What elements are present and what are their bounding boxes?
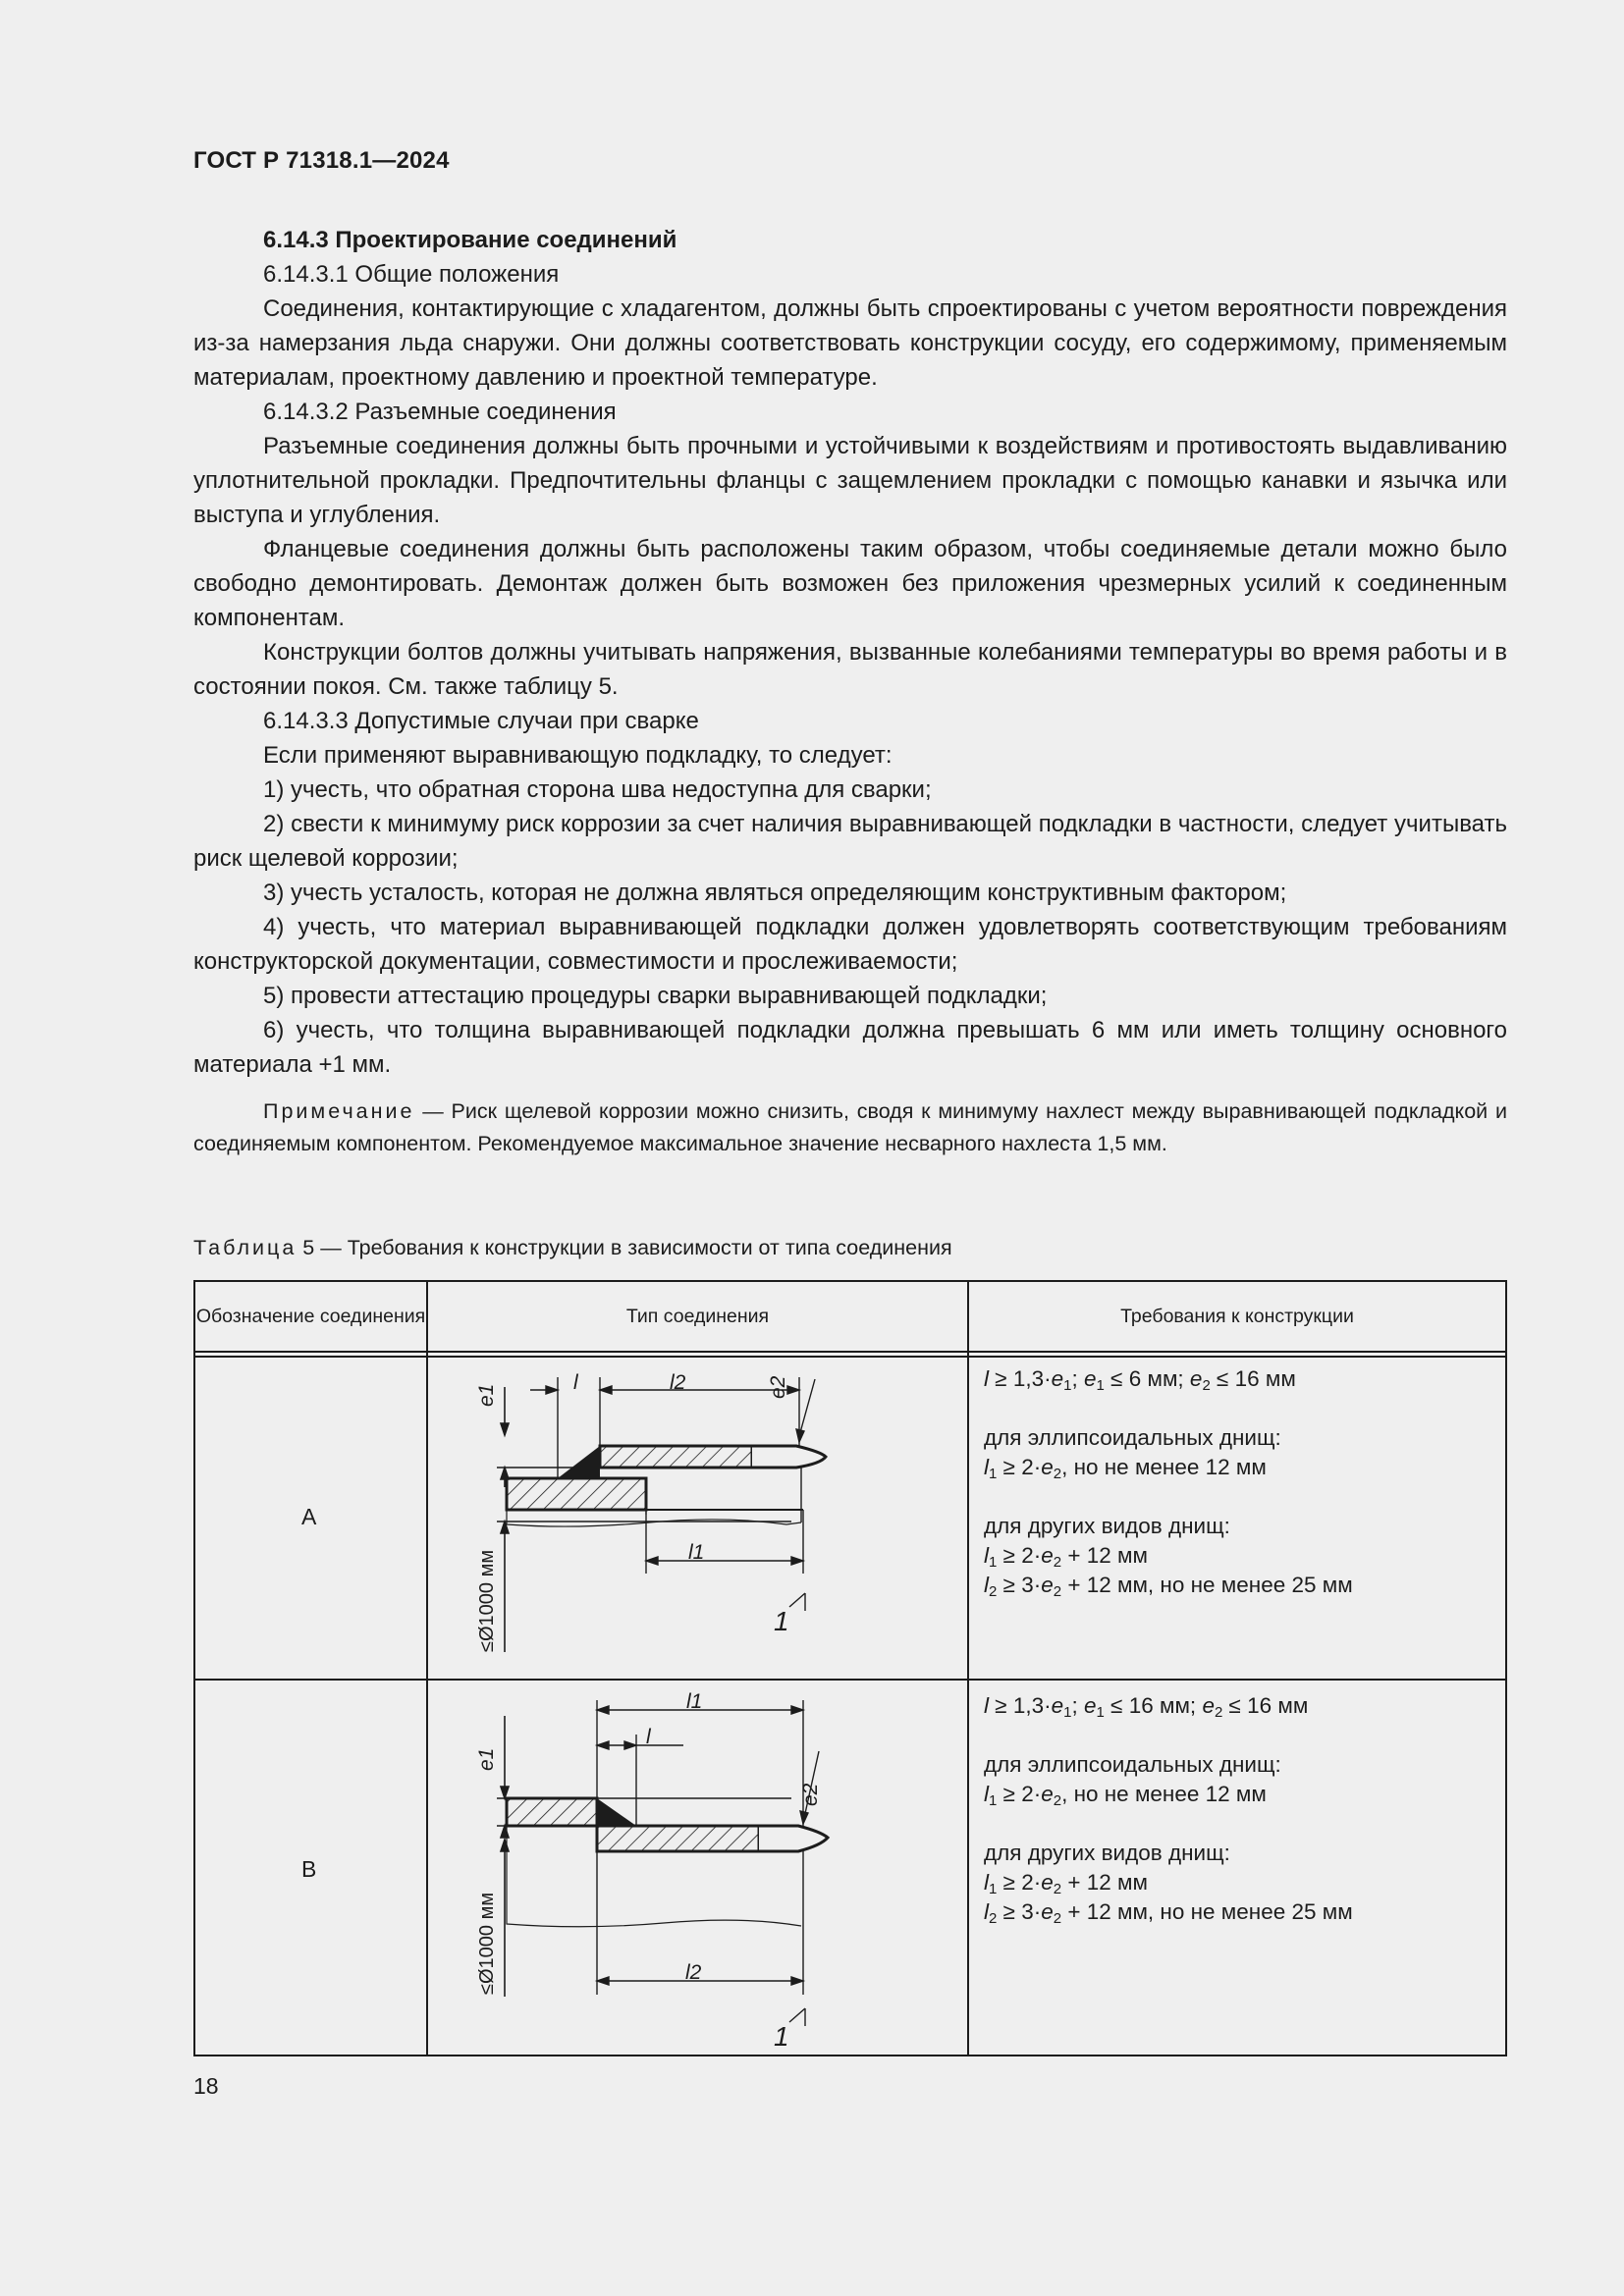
joint-diagram-a (428, 1358, 967, 1679)
req-line: $l_1 \ge 2\cdot e_2$, но не менее 12 мм (984, 1455, 1267, 1482)
label-l: l (573, 1371, 578, 1394)
label-e1: e1 (475, 1747, 498, 1771)
table-caption-text: 5 — Требования к конструкции в зависимости от типа соединения (297, 1236, 952, 1259)
req-line: для эллипсоидальных днищ: (984, 1425, 1281, 1450)
paragraph: Конструкции болтов должны учитывать напряжения, вызванные колебаниями температуры во время работы и в состоянии покоя. См. также таблицу 5. (193, 639, 1507, 700)
document-header: ГОСТ Р 71318.1—2024 (193, 147, 450, 174)
req-line: для других видов днищ: (984, 1841, 1230, 1865)
paragraph: Разъемные соединения должны быть прочными и устойчивыми к воздействиям и противостоять выдавливанию уплотнительной прокладки. Предпочтительны фланцы с защемлением прокладки с помощью канавки и язычка или выступа и углубления. (193, 433, 1507, 528)
header-divider (195, 1351, 1505, 1353)
label-diameter: ≤Ø1000 мм (476, 1549, 498, 1652)
req-other (984, 1839, 1353, 1927)
note-text: — Риск щелевой коррозии можно снизить, сводя к минимуму нахлест между выравнивающей подкладкой и соединяемым компонентом. Рекомендуемое максимальное значение несварного нахлеста 1,5 мм. (193, 1099, 1507, 1155)
list-item: 1) учесть, что обратная сторона шва недоступна для сварки; (263, 776, 932, 803)
req-other (984, 1512, 1353, 1600)
req-line: для эллипсоидальных днищ: (984, 1752, 1281, 1777)
table-caption-label: Таблица (193, 1236, 298, 1259)
section-title: 6.14.3 Проектирование соединений (263, 227, 677, 253)
label-l1: l1 (686, 1690, 703, 1713)
list-item: 4) учесть, что материал выравнивающей подкладки должен удовлетворять соответствующим требованиям конструкторской документации, совместимости и прослеживаемости; (193, 914, 1507, 975)
row-label-a: A (301, 1504, 317, 1529)
note (193, 1095, 1507, 1160)
label-e2: e2 (767, 1375, 789, 1399)
req-line: $l \ge 1,3\cdot e_1$; $e_1 \le 6$ мм; $e_2 \le 16$ мм (984, 1366, 1296, 1394)
label-e2: e2 (799, 1783, 822, 1806)
header-joint-type: Тип соединения (625, 1306, 770, 1327)
req-ellipsoidal (984, 1750, 1353, 1809)
req-ellipsoidal (984, 1423, 1353, 1482)
subsection-title: 6.14.3.3 Допустимые случаи при сварке (263, 708, 699, 734)
req-base (984, 1364, 1353, 1394)
label-l1: l1 (688, 1541, 705, 1564)
req-line: $l_2 \ge 3\cdot e_2 + 12$ мм, но не менее 25 мм (984, 1573, 1353, 1600)
list-item: 2) свести к минимуму риск коррозии за счет наличия выравнивающей подкладки в частности, следует учитывать риск щелевой коррозии; (193, 811, 1507, 872)
table-caption (193, 1236, 952, 1260)
label-e1: e1 (475, 1383, 498, 1407)
req-base (984, 1691, 1353, 1721)
subsection-title: 6.14.3.1 Общие положения (263, 261, 560, 288)
list-item: 5) провести аттестацию процедуры сварки выравнивающей подкладки; (263, 983, 1048, 1009)
paragraph: Фланцевые соединения должны быть расположены таким образом, чтобы соединяемые детали можно было свободно демонтировать. Демонтаж должен быть возможен без приложения чрезмерных усилий к соединенным компонентам. (193, 536, 1507, 631)
callout-1: 1 (774, 2021, 789, 2052)
note-label: Примечание (263, 1099, 415, 1123)
req-line: $l_1 \ge 2\cdot e_2$, но не менее 12 мм (984, 1782, 1267, 1809)
requirements-table (193, 1280, 1507, 2056)
paragraph: Соединения, контактирующие с хладагентом, должны быть спроектированы с учетом вероятности повреждения из-за намерзания льда снаружи. Они должны соответствовать конструкции сосуду, его содержимому, применяемым материалам, проектному давлению и проектной температуре. (193, 295, 1507, 391)
page-number: 18 (193, 2073, 219, 2099)
list-item: 6) учесть, что толщина выравнивающей подкладки должна превышать 6 мм или иметь толщину основного материала +1 мм. (193, 1017, 1507, 1078)
header-designation: Обозначение соединения (195, 1306, 426, 1327)
header-requirements: Требования к конструкции (1120, 1306, 1354, 1327)
requirements-a (984, 1364, 1353, 1629)
body-text (193, 223, 1507, 1160)
callout-1: 1 (774, 1606, 789, 1636)
joint-diagram-b (428, 1681, 967, 2056)
req-line: для других видов днищ: (984, 1514, 1230, 1538)
row-label-b: B (301, 1856, 317, 1882)
req-line: $l_2 \ge 3\cdot e_2 + 12$ мм, но не менее 25 мм (984, 1899, 1353, 1927)
label-diameter: ≤Ø1000 мм (476, 1892, 498, 1995)
paragraph: Если применяют выравнивающую подкладку, то следует: (263, 742, 893, 769)
column-divider (967, 1282, 969, 2055)
req-line: $l_1 \ge 2\cdot e_2 + 12$ мм (984, 1870, 1148, 1897)
list-item: 3) учесть усталость, которая не должна являться определяющим конструктивным фактором; (263, 880, 1287, 906)
requirements-b (984, 1691, 1353, 1956)
label-l: l (646, 1726, 651, 1748)
label-l2: l2 (670, 1371, 686, 1394)
req-line: $l \ge 1,3\cdot e_1$; $e_1 \le 16$ мм; $e_2 \le 16$ мм (984, 1693, 1309, 1721)
req-line: $l_1 \ge 2\cdot e_2 + 12$ мм (984, 1543, 1148, 1571)
subsection-title: 6.14.3.2 Разъемные соединения (263, 399, 617, 425)
label-l2: l2 (685, 1961, 702, 1984)
